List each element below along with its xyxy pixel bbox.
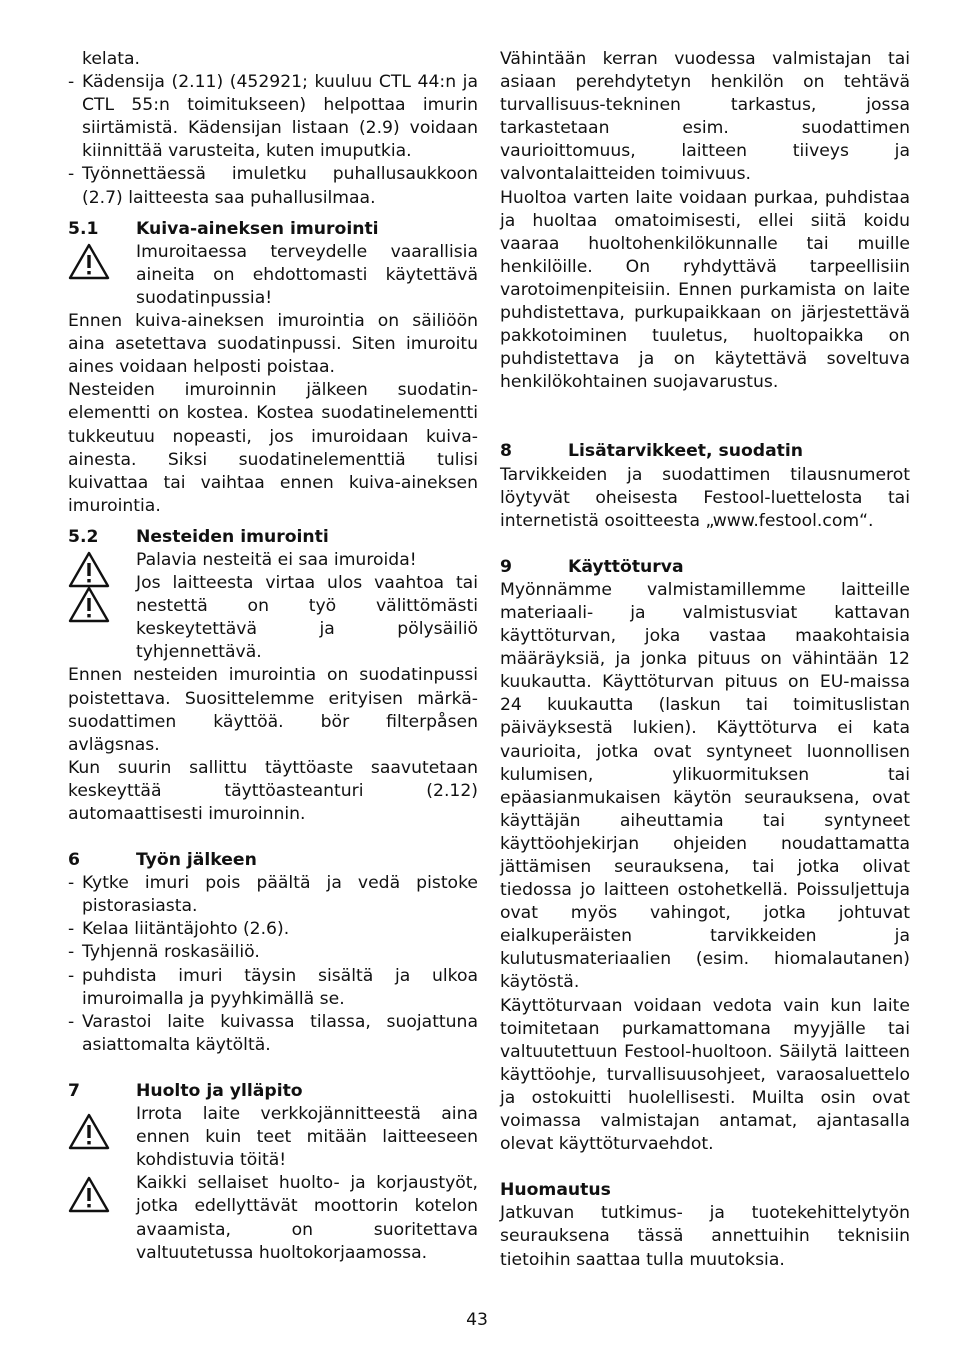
paragraph: Jatkuvan tutkimus- ja tuotekehittelytyön seurauksena tässä annettuihin teknisiin tietoihin saattaa tulla muutoksia.: [500, 1203, 910, 1270]
warning-block: [68, 549, 478, 572]
list-item: - Varastoi laite kuivassa tilassa, suojattuna asiattomalta käytöltä.: [68, 1011, 478, 1055]
paragraph: Tarvikkeiden ja suodattimen tilausnumerot löytyvät oheisesta Festool-luettelosta tai internetistä osoitteesta „www.festool.com“.: [500, 464, 910, 531]
paragraph: Käyttöturvaan voidaan vedota vain kun laite toimitetaan purkamattomana myyjälle tai valtuutettuun Festool-huoltoon. Säilytä laitteen käyttöohje, turvallisuusohjeet, varaosaluettelo ja ostokuitti huolellisesti. Muilta osin ovat voimassa valmistajan antamat, ajantasalla olevat käyttöturvaehdot.: [500, 995, 910, 1155]
warning-text: Imuroitaessa terveydelle vaarallisia aineita on ehdottomasti käytettävä suodatinpussia!: [136, 241, 478, 308]
paragraph: Kun suurin sallittu täyttöaste saavutetaan keskeyttää täyttöasteanturi (2.12) automaattisesti imuroinnin.: [68, 757, 478, 824]
section-8-heading: 8 Lisätarvikkeet, suodatin: [500, 441, 804, 462]
section-7-heading: 7 Huolto ja ylläpito: [68, 1080, 303, 1101]
warning-text: Kaikki sellaiset huolto- ja korjaustyöt, jotka edellyttävät moottorin kotelon avaamista, on suoritettava valtuutetussa huoltokorjaamossa.: [136, 1173, 478, 1263]
paragraph: Nesteiden imuroinnin jälkeen suodatin-elementti on kostea. Kostea suodatinelementti tukkeutuu nopeasti, jos imuroidaan kuiva-ainesta. Siksi suodatinelementtiä tulisi kuivattaa tai vaihtaa ennen kuiva-aineksen imurointia.: [68, 380, 478, 516]
warning-block: [68, 572, 478, 664]
page-number: 43: [466, 1310, 488, 1330]
continuation-text: kelata.: [82, 49, 140, 69]
section-9-heading: 9 Käyttöturva: [500, 556, 684, 577]
list-item: - Kädensija (2.11) (452921; kuuluu CTL 44:n ja CTL 55:n toimitukseen) helpottaa imurin siirtämistä. Kädensijan listaan (2.9) voidaan kiinnittää varusteita, kuten imuputkia.: [68, 72, 478, 162]
paragraph: Vähintään kerran vuodessa valmistajan tai asiaan perehdytetyn henkilön on tehtävä turvallisuus-tekninen tarkastus, jossa tarkastetaan esim. suodattimen vaurioittomuus, laitteen tiiveys ja valvontalaitteiden toimivuus.: [500, 49, 910, 185]
warning-triangle-icon: [68, 1103, 136, 1172]
section-5-1-heading: 5.1 Kuiva-aineksen imurointi: [68, 218, 379, 239]
warning-block: [68, 241, 478, 310]
warning-triangle-icon: [68, 241, 136, 310]
list-item: - puhdista imuri täysin sisältä ja ulkoa imuroimalla ja pyyhkimällä se.: [68, 965, 478, 1009]
note-heading: Huomautus: [500, 1180, 611, 1201]
paragraph: Ennen nesteiden imurointia on suodatinpussi poistettava. Suosittelemme erityisen märkä-suodattimen käyttöä. bör filterpåsen avlägsnas.: [68, 665, 478, 755]
paragraph: Ennen kuiva-aineksen imurointia on säiliöön aina asetettava suodatinpussi. Siten imuroitu aines voidaan helposti poistaa.: [68, 311, 478, 378]
warning-block: [68, 1172, 478, 1264]
list-item: - Kelaa liitäntäjohto (2.6).: [68, 919, 290, 940]
warning-triangle-icon: [68, 1172, 136, 1264]
list-item: - Kytke imuri pois päältä ja vedä pistoke pistorasiasta.: [68, 873, 478, 917]
list-item: - Työnnettäessä imuletku puhallusaukkoon (2.7) laitteesta saa puhallusilmaa.: [68, 164, 478, 208]
warning-text: Irrota laite verkkojännitteestä aina ennen kuin teet mitään laitteeseen kohdistuvia töitä!: [136, 1104, 478, 1171]
warning-text: Jos laitteesta virtaa ulos vaahtoa tai nestettä on työ välittömästi keskeytettävä ja pölysäiliö tyhjennettävä.: [136, 573, 478, 663]
paragraph: Huoltoa varten laite voidaan purkaa, puhdistaa ja huoltaa omatoimisesti, ellei siitä koidu vaaraa huoltohenkilökunnalle tai muille henkilöille. On ryhdyttävä tarpeellisiin varotoimenpiteisiin. Ennen purkamista on laite puhdistettava, purkupaikkaan on järjestettävä pakkotoiminen tuuletus, huoltopaikka on puhdistettava ja on käytettävä soveltuva henkilökohtainen suojavarustus.: [500, 187, 910, 393]
right-column: [500, 48, 910, 1272]
paragraph: Myönnämme valmistamillemme laitteille materiaali- ja valmistusviat kattavan käyttöturvan, joka vastaa maakohtaisia määräyksiä, ja jonka pituus on vähintään 12 kuukautta. Käyttöturvan pituus on EU-maissa 24 kuukautta (laskun tai toimituslistan päiväyksestä lukien). Käyttöturva ei kata vaurioita, jotka ovat syntyneet luonnollisen kulumisen, ylikuormituksen tai epäasianmukaisen käytön seurauksena, ovat käyttäjän aiheuttamia tai syntyneet käyttöohjekirjan ohjeiden noudattamatta jättämisen seurauksena, tai jotka olivat tiedossa jo laitteen ostohetkellä. Poissuljettuja ovat myös vahingot, jotka johtuvat eialkuperäisten tarvikkeiden ja kulutusmateriaalien (esim. hiomalautanen) käytöstä.: [500, 579, 910, 993]
warning-text: Palavia nesteitä ei saa imuroida!: [136, 549, 417, 570]
warning-triangle-icon: [68, 572, 136, 664]
after-work-list: [68, 872, 478, 1057]
warning-triangle-icon: [68, 549, 136, 572]
left-column: [68, 48, 478, 1265]
intro-bullet-list: [68, 71, 478, 210]
section-5-2-heading: 5.2 Nesteiden imurointi: [68, 526, 329, 547]
warning-block: [68, 1103, 478, 1172]
list-item: - Tyhjennä roskasäiliö.: [68, 942, 260, 963]
section-6-heading: 6 Työn jälkeen: [68, 850, 257, 871]
